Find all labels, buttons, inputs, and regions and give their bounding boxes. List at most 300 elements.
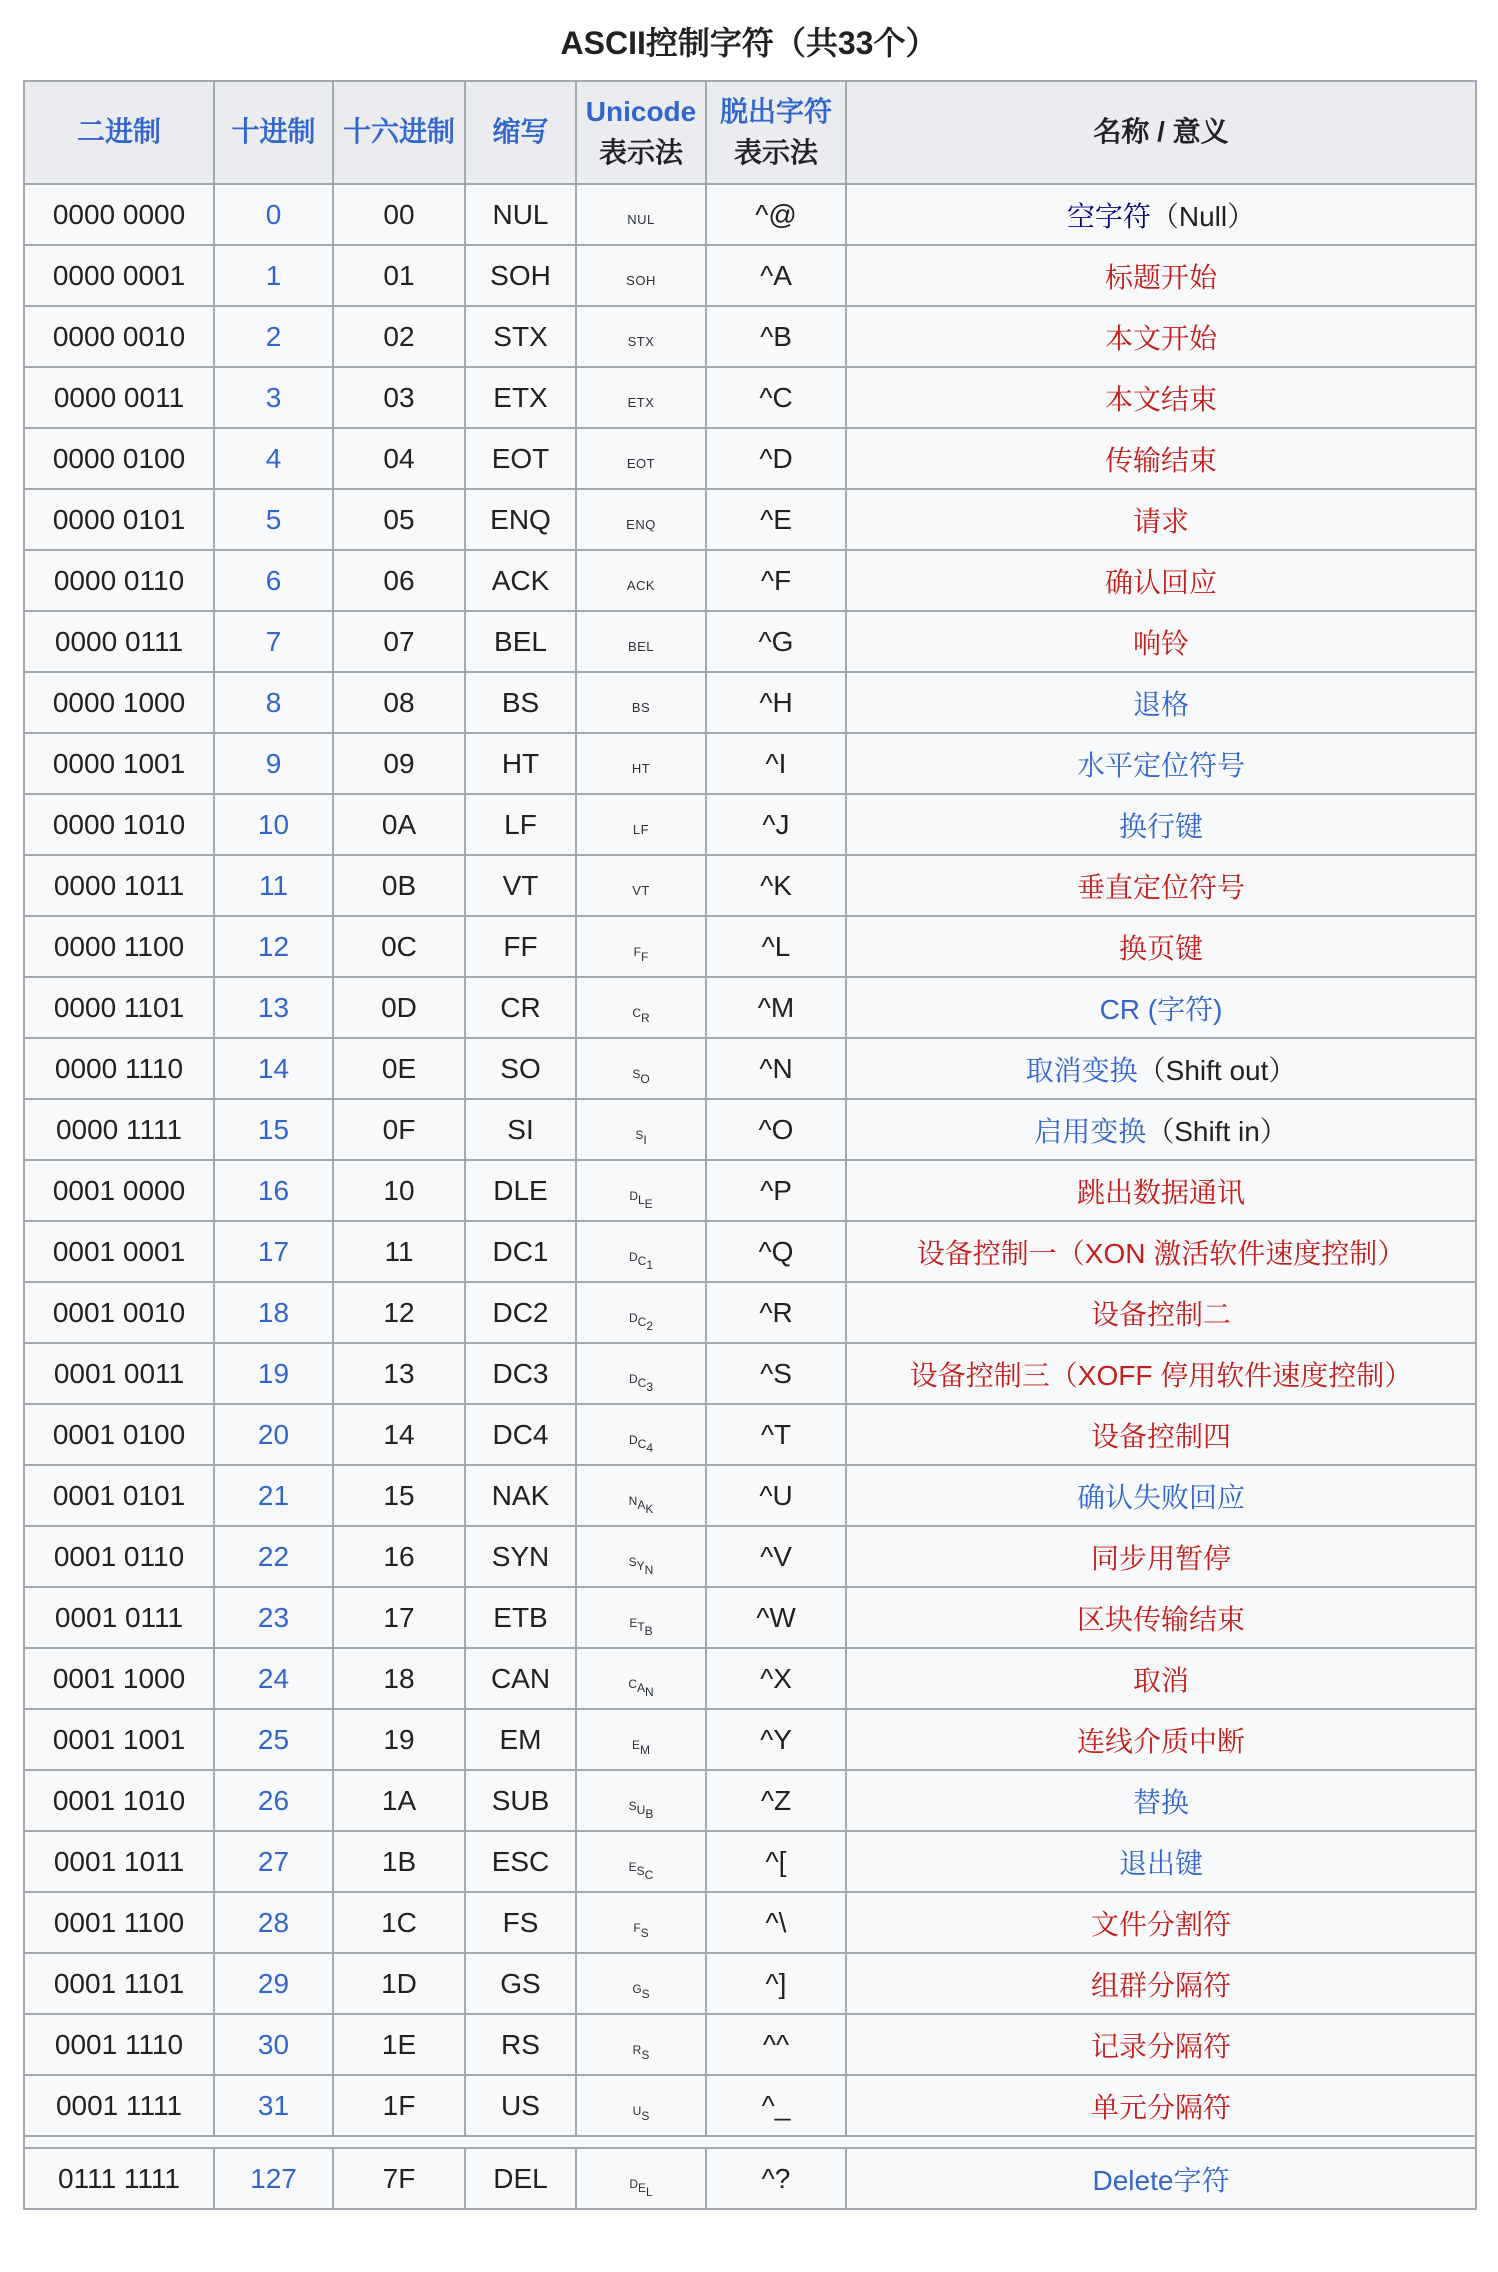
decimal-link[interactable]: 23 <box>257 1601 290 1633</box>
binary-cell: 0001 1001 <box>24 1709 214 1770</box>
name-link[interactable]: 设备控制二 <box>1090 1298 1231 1330</box>
binary-cell: 0001 0001 <box>24 1221 214 1282</box>
name-cell <box>846 1587 1476 1648</box>
decimal-cell <box>214 1465 333 1526</box>
abbr-cell: LF <box>465 794 576 855</box>
name-link[interactable]: 传输结束 <box>1104 444 1217 476</box>
decimal-cell <box>214 672 333 733</box>
name-link[interactable]: 取消变换 <box>1025 1054 1138 1086</box>
control-picture-glyph: ACK <box>626 577 656 593</box>
escape-cell: ^O <box>706 1099 846 1160</box>
name-cell <box>846 550 1476 611</box>
control-picture-glyph: C R <box>632 1005 650 1025</box>
name-cell <box>846 1953 1476 2014</box>
decimal-link[interactable]: 1 <box>265 259 282 291</box>
hex-cell: 0F <box>333 1099 465 1160</box>
name-link[interactable]: 确认回应 <box>1104 566 1217 598</box>
control-picture-glyph: S U B <box>628 1798 654 1821</box>
control-picture-glyph: N A K <box>628 1493 654 1516</box>
control-picture-glyph: BS <box>631 699 651 715</box>
binary-cell: 0001 1110 <box>24 2014 214 2075</box>
abbr-cell: ESC <box>465 1831 576 1892</box>
unicode-glyph-cell <box>576 1770 706 1831</box>
name-cell <box>846 489 1476 550</box>
abbr-cell: SO <box>465 1038 576 1099</box>
control-picture-glyph: D E L <box>629 2176 653 2199</box>
table-row <box>24 977 1476 1038</box>
name-link[interactable]: 文件分割符 <box>1090 1908 1231 1940</box>
hex-cell: 18 <box>333 1648 465 1709</box>
escape-cell: ^E <box>706 489 846 550</box>
name-cell <box>846 1770 1476 1831</box>
abbr-cell: NAK <box>465 1465 576 1526</box>
escape-header-sub: 表示法 <box>733 136 818 168</box>
control-picture-glyph: R S <box>632 2042 650 2062</box>
name-cell <box>846 1709 1476 1770</box>
decimal-link[interactable]: 3 <box>265 381 282 413</box>
decimal-link[interactable]: 20 <box>257 1418 290 1450</box>
hex-cell: 15 <box>333 1465 465 1526</box>
name-cell <box>846 1343 1476 1404</box>
escape-cell: ^H <box>706 672 846 733</box>
binary-header-link[interactable]: 二进制 <box>76 116 161 148</box>
binary-cell: 0000 0110 <box>24 550 214 611</box>
decimal-cell <box>214 1526 333 1587</box>
control-picture-glyph: HT <box>631 760 651 776</box>
spacer-cell <box>24 2136 1476 2148</box>
table-row <box>24 184 1476 245</box>
hex-cell: 1C <box>333 1892 465 1953</box>
control-picture-glyph: BEL <box>627 638 655 654</box>
decimal-link[interactable]: 24 <box>257 1662 290 1694</box>
name-cell <box>846 733 1476 794</box>
unicode-glyph-cell <box>576 1221 706 1282</box>
unicode-glyph-cell <box>576 672 706 733</box>
control-picture-glyph: SOH <box>626 272 656 288</box>
header-hex <box>333 81 465 184</box>
name-link[interactable]: 设备控制一（XON 激活软件速度控制） <box>916 1237 1406 1269</box>
name-link[interactable]: 换页键 <box>1118 932 1203 964</box>
hex-cell: 1E <box>333 2014 465 2075</box>
name-link[interactable]: 设备控制三（XOFF 停用软件速度控制） <box>909 1359 1413 1391</box>
escape-cell: ^@ <box>706 184 846 245</box>
decimal-link[interactable]: 28 <box>257 1906 290 1938</box>
name-cell <box>846 2075 1476 2136</box>
abbr-cell: ETX <box>465 367 576 428</box>
control-picture-glyph: U S <box>632 2103 650 2123</box>
escape-cell: ^Q <box>706 1221 846 1282</box>
abbr-cell: SOH <box>465 245 576 306</box>
decimal-link[interactable]: 26 <box>257 1784 290 1816</box>
name-link[interactable]: 水平定位符号 <box>1076 749 1245 781</box>
header-escape <box>706 81 846 184</box>
abbr-cell: HT <box>465 733 576 794</box>
control-picture-glyph: STX <box>627 333 655 349</box>
name-link[interactable]: 退格 <box>1132 688 1189 720</box>
unicode-glyph-cell <box>576 1892 706 1953</box>
decimal-link[interactable]: 13 <box>257 991 290 1023</box>
hex-cell: 19 <box>333 1709 465 1770</box>
binary-cell: 0001 1100 <box>24 1892 214 1953</box>
binary-cell: 0001 1000 <box>24 1648 214 1709</box>
abbr-cell: ETB <box>465 1587 576 1648</box>
unicode-glyph-cell <box>576 306 706 367</box>
name-cell <box>846 672 1476 733</box>
table-header <box>24 81 1476 184</box>
name-cell <box>846 2148 1476 2209</box>
binary-cell: 0000 0011 <box>24 367 214 428</box>
decimal-link[interactable]: 21 <box>257 1479 290 1511</box>
binary-cell: 0000 1100 <box>24 916 214 977</box>
binary-cell: 0000 1000 <box>24 672 214 733</box>
name-link[interactable]: 取消 <box>1132 1664 1189 1696</box>
name-link[interactable]: 记录分隔符 <box>1090 2030 1231 2062</box>
name-link[interactable]: 确认失败回应 <box>1076 1481 1245 1513</box>
escape-cell: ^P <box>706 1160 846 1221</box>
abbr-cell: STX <box>465 306 576 367</box>
decimal-cell <box>214 1404 333 1465</box>
name-cell <box>846 855 1476 916</box>
control-picture-glyph: C A N <box>628 1676 654 1699</box>
decimal-link[interactable]: 14 <box>257 1052 290 1084</box>
binary-cell: 0000 0101 <box>24 489 214 550</box>
binary-cell: 0001 1010 <box>24 1770 214 1831</box>
binary-cell: 0000 0001 <box>24 245 214 306</box>
unicode-glyph-cell <box>576 245 706 306</box>
decimal-cell <box>214 1038 333 1099</box>
hex-cell: 16 <box>333 1526 465 1587</box>
name-link[interactable]: 替换 <box>1132 1786 1189 1818</box>
hex-cell: 7F <box>333 2148 465 2209</box>
decimal-link[interactable]: 29 <box>257 1967 290 1999</box>
unicode-glyph-cell <box>576 489 706 550</box>
decimal-cell <box>214 1587 333 1648</box>
abbr-header-link[interactable]: 缩写 <box>492 116 549 148</box>
unicode-glyph-cell <box>576 1404 706 1465</box>
abbr-cell: CR <box>465 977 576 1038</box>
abbr-cell: EM <box>465 1709 576 1770</box>
control-picture-glyph: D C 3 <box>628 1371 654 1394</box>
hex-cell: 03 <box>333 367 465 428</box>
unicode-glyph-cell <box>576 184 706 245</box>
name-link[interactable]: 退出键 <box>1118 1847 1203 1879</box>
control-picture-glyph: S Y N <box>628 1554 654 1577</box>
decimal-cell <box>214 2148 333 2209</box>
decimal-link[interactable]: 25 <box>257 1723 290 1755</box>
hex-cell: 0A <box>333 794 465 855</box>
control-picture-glyph: F F <box>633 944 649 964</box>
escape-cell: ^B <box>706 306 846 367</box>
hex-cell: 1A <box>333 1770 465 1831</box>
decimal-link[interactable]: 16 <box>257 1174 290 1206</box>
hex-cell: 0C <box>333 916 465 977</box>
hex-cell: 04 <box>333 428 465 489</box>
binary-cell: 0001 0111 <box>24 1587 214 1648</box>
decimal-cell <box>214 855 333 916</box>
decimal-cell <box>214 1892 333 1953</box>
abbr-cell: DLE <box>465 1160 576 1221</box>
decimal-link[interactable]: 4 <box>265 442 282 474</box>
name-link[interactable]: 启用变换 <box>1034 1115 1147 1147</box>
unicode-glyph-cell <box>576 611 706 672</box>
decimal-cell <box>214 1953 333 2014</box>
name-link[interactable]: CR (字符) <box>1099 993 1223 1025</box>
name-cell <box>846 306 1476 367</box>
abbr-cell: GS <box>465 1953 576 2014</box>
name-cell <box>846 1221 1476 1282</box>
abbr-cell: BEL <box>465 611 576 672</box>
escape-cell: ^F <box>706 550 846 611</box>
table-row <box>24 1038 1476 1099</box>
table-row <box>24 367 1476 428</box>
control-picture-glyph: D C 4 <box>628 1432 654 1455</box>
decimal-link[interactable]: 11 <box>258 869 289 901</box>
decimal-link[interactable]: 18 <box>257 1296 290 1328</box>
name-link[interactable]: 同步用暂停 <box>1090 1542 1231 1574</box>
hex-header-link[interactable]: 十六进制 <box>342 116 455 148</box>
control-picture-glyph: E T B <box>629 1615 653 1638</box>
table-row <box>24 855 1476 916</box>
table-row <box>24 1221 1476 1282</box>
name-cell <box>846 1892 1476 1953</box>
decimal-link[interactable]: 27 <box>257 1845 290 1877</box>
hex-cell: 02 <box>333 306 465 367</box>
abbr-cell: ENQ <box>465 489 576 550</box>
name-cell <box>846 1526 1476 1587</box>
decimal-cell <box>214 2014 333 2075</box>
escape-cell: ^N <box>706 1038 846 1099</box>
escape-cell: ^\ <box>706 1892 846 1953</box>
binary-cell: 0001 0100 <box>24 1404 214 1465</box>
abbr-cell: US <box>465 2075 576 2136</box>
unicode-glyph-cell <box>576 367 706 428</box>
escape-cell: ^[ <box>706 1831 846 1892</box>
escape-cell: ^T <box>706 1404 846 1465</box>
table-row <box>24 1099 1476 1160</box>
escape-cell: ^? <box>706 2148 846 2209</box>
name-link[interactable]: 设备控制四 <box>1090 1420 1231 1452</box>
name-cell <box>846 1404 1476 1465</box>
decimal-link[interactable]: 7 <box>265 625 282 657</box>
decimal-cell <box>214 550 333 611</box>
escape-header-link[interactable]: 脱出字符 <box>719 95 832 127</box>
name-cell <box>846 184 1476 245</box>
binary-cell: 0000 1101 <box>24 977 214 1038</box>
unicode-glyph-cell <box>576 550 706 611</box>
hex-cell: 09 <box>333 733 465 794</box>
control-picture-glyph: E M <box>631 1737 650 1757</box>
name-cell <box>846 1282 1476 1343</box>
table-row <box>24 794 1476 855</box>
hex-cell: 1F <box>333 2075 465 2136</box>
name-cell <box>846 2014 1476 2075</box>
decimal-cell <box>214 245 333 306</box>
name-cell <box>846 977 1476 1038</box>
name-link[interactable]: 区块传输结束 <box>1076 1603 1245 1635</box>
hex-cell: 0E <box>333 1038 465 1099</box>
name-link[interactable]: 请求 <box>1132 505 1189 537</box>
abbr-cell: SI <box>465 1099 576 1160</box>
hex-cell: 11 <box>333 1221 465 1282</box>
decimal-link[interactable]: 12 <box>257 930 290 962</box>
hex-cell: 07 <box>333 611 465 672</box>
decimal-link[interactable]: 19 <box>257 1357 290 1389</box>
unicode-glyph-cell <box>576 2148 706 2209</box>
name-link[interactable]: 空字符 <box>1066 200 1151 232</box>
decimal-cell <box>214 428 333 489</box>
table-row <box>24 1953 1476 2014</box>
table-row <box>24 1160 1476 1221</box>
abbr-cell: SUB <box>465 1770 576 1831</box>
table-row <box>24 1282 1476 1343</box>
abbr-cell: DC3 <box>465 1343 576 1404</box>
decimal-link[interactable]: 31 <box>257 2089 290 2121</box>
abbr-cell: SYN <box>465 1526 576 1587</box>
name-text: （Null） <box>1150 200 1256 232</box>
decimal-link[interactable]: 8 <box>265 686 282 718</box>
decimal-link[interactable]: 15 <box>257 1113 290 1145</box>
decimal-cell <box>214 1160 333 1221</box>
binary-cell: 0000 0000 <box>24 184 214 245</box>
abbr-cell: CAN <box>465 1648 576 1709</box>
hex-cell: 10 <box>333 1160 465 1221</box>
hex-cell: 08 <box>333 672 465 733</box>
decimal-cell <box>214 794 333 855</box>
name-link[interactable]: 换行键 <box>1118 810 1203 842</box>
table-row <box>24 489 1476 550</box>
decimal-link[interactable]: 17 <box>257 1235 290 1267</box>
name-link[interactable]: 本文开始 <box>1104 322 1217 354</box>
binary-cell: 0000 0111 <box>24 611 214 672</box>
abbr-cell: DC2 <box>465 1282 576 1343</box>
escape-cell: ^G <box>706 611 846 672</box>
table-row <box>24 1709 1476 1770</box>
escape-cell: ^W <box>706 1587 846 1648</box>
unicode-glyph-cell <box>576 1282 706 1343</box>
unicode-glyph-cell <box>576 977 706 1038</box>
unicode-glyph-cell <box>576 1099 706 1160</box>
control-picture-glyph: D C 1 <box>628 1249 654 1272</box>
decimal-link[interactable]: 127 <box>250 2162 297 2194</box>
escape-cell: ^I <box>706 733 846 794</box>
unicode-glyph-cell <box>576 2075 706 2136</box>
decimal-cell <box>214 1770 333 1831</box>
table-row <box>24 1770 1476 1831</box>
decimal-link[interactable]: 6 <box>265 564 282 596</box>
control-picture-glyph: E S C <box>628 1859 654 1882</box>
table-row <box>24 2075 1476 2136</box>
control-picture-glyph: S O <box>632 1066 650 1086</box>
ascii-control-table <box>23 80 1477 2210</box>
binary-cell: 0000 1011 <box>24 855 214 916</box>
binary-cell: 0001 0011 <box>24 1343 214 1404</box>
unicode-glyph-cell <box>576 1160 706 1221</box>
decimal-link[interactable]: 30 <box>257 2028 290 2060</box>
unicode-glyph-cell <box>576 1526 706 1587</box>
hex-cell: 17 <box>333 1587 465 1648</box>
decimal-cell <box>214 1831 333 1892</box>
decimal-link[interactable]: 5 <box>265 503 282 535</box>
escape-cell: ^Z <box>706 1770 846 1831</box>
name-text: （Shift out） <box>1137 1054 1297 1086</box>
binary-cell: 0000 0100 <box>24 428 214 489</box>
table-row <box>24 1526 1476 1587</box>
control-picture-glyph: NUL <box>627 211 655 227</box>
table-row <box>24 2148 1476 2209</box>
escape-cell: ^A <box>706 245 846 306</box>
control-picture-glyph: LF <box>632 821 650 837</box>
escape-cell: ^R <box>706 1282 846 1343</box>
table-row <box>24 611 1476 672</box>
name-link[interactable]: 连线介质中断 <box>1076 1725 1245 1757</box>
binary-cell: 0000 1010 <box>24 794 214 855</box>
escape-cell: ^M <box>706 977 846 1038</box>
table-row <box>24 428 1476 489</box>
decimal-link[interactable]: 0 <box>265 198 282 230</box>
header-decimal <box>214 81 333 184</box>
name-link[interactable]: 单元分隔符 <box>1090 2091 1231 2123</box>
decimal-cell <box>214 1282 333 1343</box>
decimal-link[interactable]: 9 <box>265 747 282 779</box>
table-row <box>24 2014 1476 2075</box>
control-picture-glyph: G S <box>632 1981 650 2001</box>
name-link[interactable]: 组群分隔符 <box>1090 1969 1231 2001</box>
control-picture-glyph: D C 2 <box>628 1310 654 1333</box>
hex-cell: 05 <box>333 489 465 550</box>
hex-cell: 00 <box>333 184 465 245</box>
table-row <box>24 1343 1476 1404</box>
name-link[interactable]: 垂直定位符号 <box>1076 871 1245 903</box>
hex-cell: 13 <box>333 1343 465 1404</box>
name-link[interactable]: 跳出数据通讯 <box>1076 1176 1245 1208</box>
name-cell <box>846 1465 1476 1526</box>
decimal-link[interactable]: 22 <box>257 1540 290 1572</box>
table-row <box>24 672 1476 733</box>
table-row <box>24 733 1476 794</box>
binary-cell: 0001 0010 <box>24 1282 214 1343</box>
name-cell <box>846 1648 1476 1709</box>
name-cell <box>846 611 1476 672</box>
control-picture-glyph: D L E <box>629 1188 653 1211</box>
name-link[interactable]: 响铃 <box>1132 627 1189 659</box>
unicode-glyph-cell <box>576 428 706 489</box>
abbr-cell: FF <box>465 916 576 977</box>
decimal-link[interactable]: 10 <box>257 808 290 840</box>
binary-cell: 0001 0101 <box>24 1465 214 1526</box>
name-link[interactable]: 本文结束 <box>1104 383 1217 415</box>
decimal-cell <box>214 2075 333 2136</box>
hex-cell: 01 <box>333 245 465 306</box>
unicode-glyph-cell <box>576 1953 706 2014</box>
decimal-link[interactable]: 2 <box>265 320 282 352</box>
table-title: ASCII控制字符（共33个） <box>560 25 938 61</box>
table-row <box>24 1465 1476 1526</box>
table-row <box>24 1587 1476 1648</box>
binary-cell: 0000 1111 <box>24 1099 214 1160</box>
name-link[interactable]: 标题开始 <box>1104 261 1217 293</box>
unicode-header-link[interactable]: Unicode <box>585 95 697 127</box>
header-binary <box>24 81 214 184</box>
decimal-header-link[interactable]: 十进制 <box>231 116 316 148</box>
control-picture-glyph: F S <box>633 1920 649 1940</box>
name-link[interactable]: Delete字符 <box>1092 2164 1230 2196</box>
control-picture-glyph: S I <box>635 1127 647 1147</box>
abbr-cell: DEL <box>465 2148 576 2209</box>
abbr-cell: VT <box>465 855 576 916</box>
decimal-cell <box>214 184 333 245</box>
abbr-cell: DC1 <box>465 1221 576 1282</box>
hex-cell: 1B <box>333 1831 465 1892</box>
